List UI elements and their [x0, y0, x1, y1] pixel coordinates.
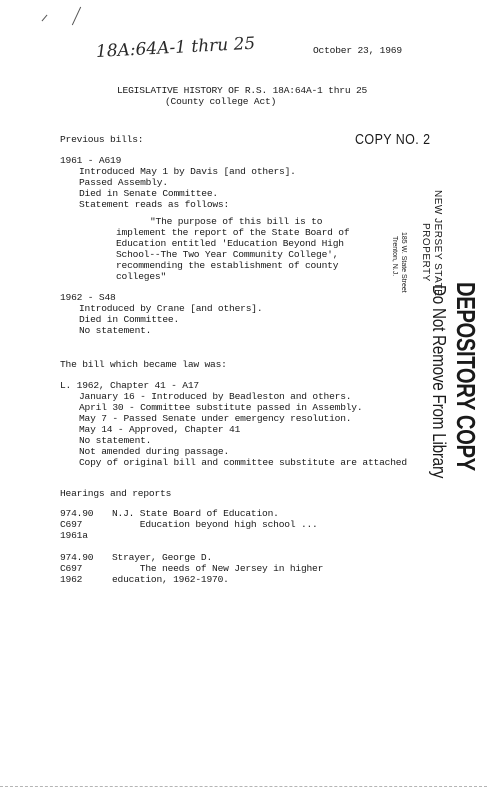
hearing-entry-line: N.J. State Board of Education.	[112, 508, 279, 519]
bill-1962-line: Introduced by Crane [and others].	[79, 303, 263, 314]
hearing-entry-line: Strayer, George D.	[112, 552, 213, 563]
call-number: 974.90	[60, 508, 94, 519]
stamp-address-street: 185 W. State Street	[400, 232, 407, 293]
law-line: No statement.	[79, 435, 152, 446]
document-date: October 23, 1969	[313, 45, 402, 56]
bill-1961-quote-line: Education entitled 'Education Beyond High	[116, 238, 344, 249]
document-title: LEGISLATIVE HISTORY OF R.S. 18A:64A-1 thru 25	[117, 85, 368, 96]
bill-1961-quote-line: implement the report of the State Board of	[116, 227, 350, 238]
bill-1961-line: Introduced May 1 by Davis [and others].	[79, 166, 296, 177]
hearing-entry-line: The needs of New Jersey in higher	[112, 563, 324, 574]
margin-pen-mark	[42, 15, 48, 22]
hearings-heading: Hearings and reports	[60, 488, 172, 499]
bill-1961-quote-line: colleges"	[116, 271, 167, 282]
do-not-remove-stamp: Do Not Remove From Library	[429, 285, 449, 479]
depository-copy-stamp: DEPOSITORY COPY	[451, 282, 481, 471]
property-stamp: PROPERTY	[420, 223, 431, 282]
law-line: May 14 - Approved, Chapter 41	[79, 424, 241, 435]
bill-1961-quote-line: recommending the establishment of county	[116, 260, 339, 271]
law-line: Not amended during passage.	[79, 446, 230, 457]
stamp-address-city: Trenton, N.J.	[391, 236, 398, 277]
law-number: L. 1962, Chapter 41 - A17	[60, 380, 199, 391]
law-line: Copy of original bill and committee substitute are attached	[79, 457, 407, 468]
bill-1962-line: No statement.	[79, 325, 152, 336]
call-number: 1962	[60, 574, 83, 585]
handwritten-reference: 18A:64A-1 thru 25	[95, 33, 256, 62]
hearing-entry-line: Education beyond high school ...	[112, 519, 318, 530]
bill-1962-line: Died in Committee.	[79, 314, 180, 325]
bill-1961-line: Died in Senate Committee.	[79, 188, 218, 199]
bill-1961-quote-line: School--The Two Year Community College',	[116, 249, 339, 260]
law-line: May 7 - Passed Senate under emergency resolution.	[79, 413, 352, 424]
new-jersey-state-stamp: NEW JERSEY STATE	[432, 190, 443, 297]
call-number: 974.90	[60, 552, 94, 563]
copy-number-stamp: COPY NO. 2	[355, 132, 431, 148]
margin-pen-mark	[72, 7, 81, 26]
bill-1962-number: 1962 - S48	[60, 292, 116, 303]
call-number: C697	[60, 519, 83, 530]
previous-bills-heading: Previous bills:	[60, 134, 144, 145]
bill-1961-line: Passed Assembly.	[79, 177, 168, 188]
law-line: April 30 - Committee substitute passed in Assembly.	[79, 402, 363, 413]
bill-1961-line: Statement reads as follows:	[79, 199, 230, 210]
call-number: C697	[60, 563, 83, 574]
law-line: January 16 - Introduced by Beadleston and others.	[79, 391, 352, 402]
bill-1961-quote-line: "The purpose of this bill is to	[150, 216, 323, 227]
call-number: 1961a	[60, 530, 88, 541]
document-subtitle: (County college Act)	[165, 96, 277, 107]
page-bottom-edge	[0, 786, 487, 787]
hearing-entry-line: education, 1962-1970.	[112, 574, 229, 585]
bill-1961-number: 1961 - A619	[60, 155, 122, 166]
law-heading: The bill which became law was:	[60, 359, 227, 370]
